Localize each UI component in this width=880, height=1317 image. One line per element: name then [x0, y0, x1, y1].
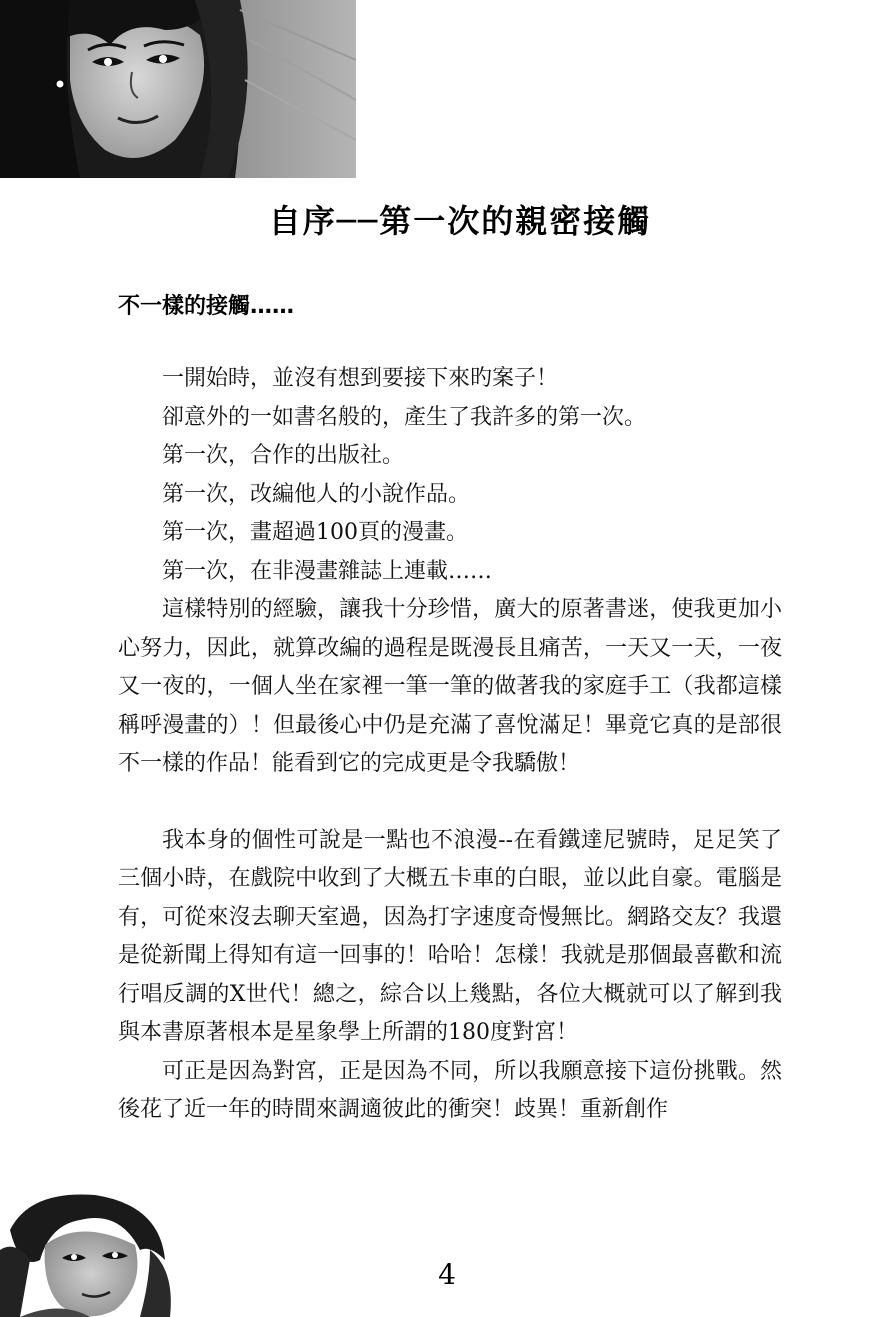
- body-text: [118, 360, 782, 1130]
- paragraph: 第一次，合作的出版社。: [162, 443, 405, 468]
- section-heading: 不一樣的接觸……: [118, 294, 295, 319]
- paragraph-gap: [118, 784, 782, 822]
- paragraph: 第一次，改編他人的小說作品。: [162, 481, 471, 507]
- page-title: 自序──第一次的親密接觸: [268, 202, 652, 240]
- paragraph: 一開始時，並沒有想到要接下來旳案子！: [162, 366, 559, 391]
- paragraph: 第一次，在非漫畫雜誌上連載……: [162, 558, 493, 584]
- paragraph: 我本身的個性可說是一點也不浪漫--在看鐵達尼號時，足足笑了三個小時，在戲院中收到了大概五卡車的白眼，並以此自豪。電腦是有，可從來沒去聊天室過，因為打字速度奇慢無比。網路交友？我還是從新聞上得知有這一回事的！哈哈！怎樣！我就是那個最喜歡和流行唱反調的X世代！總之，綜合以上幾點，各位大概就可以了解到我與本書原著根本是星象學上所謂的180度對宮！: [118, 827, 782, 1045]
- paragraph: 可正是因為對宮，正是因為不同，所以我願意接下這份挑戰。然後花了近一年的時間來調適彼此的衝突！歧異！重新創作: [118, 1058, 782, 1122]
- illustration-top-woman-portrait: [0, 0, 356, 178]
- paragraph: 這樣特別的經驗，讓我十分珍惜，廣大的原著書迷，使我更加小心努力，因此，就算改編的過程是既漫長且痛苦，一天又一天，一夜又一夜的，一個人坐在家裡一筆一筆的做著我的家庭手工（我都這樣稱呼漫畫的）！但最後心中仍是充滿了喜悅滿足！畢竟它真的是部很不一樣的作品！能看到它的完成更是令我驕傲！: [118, 597, 782, 776]
- page-number: 4: [438, 1258, 456, 1291]
- illustration-bottom-woman-portrait: [0, 1190, 175, 1317]
- paragraph: 第一次，畫超過100頁的漫畫。: [162, 520, 468, 545]
- paragraph: 卻意外的一如書名般的，產生了我許多的第一次。: [162, 404, 647, 430]
